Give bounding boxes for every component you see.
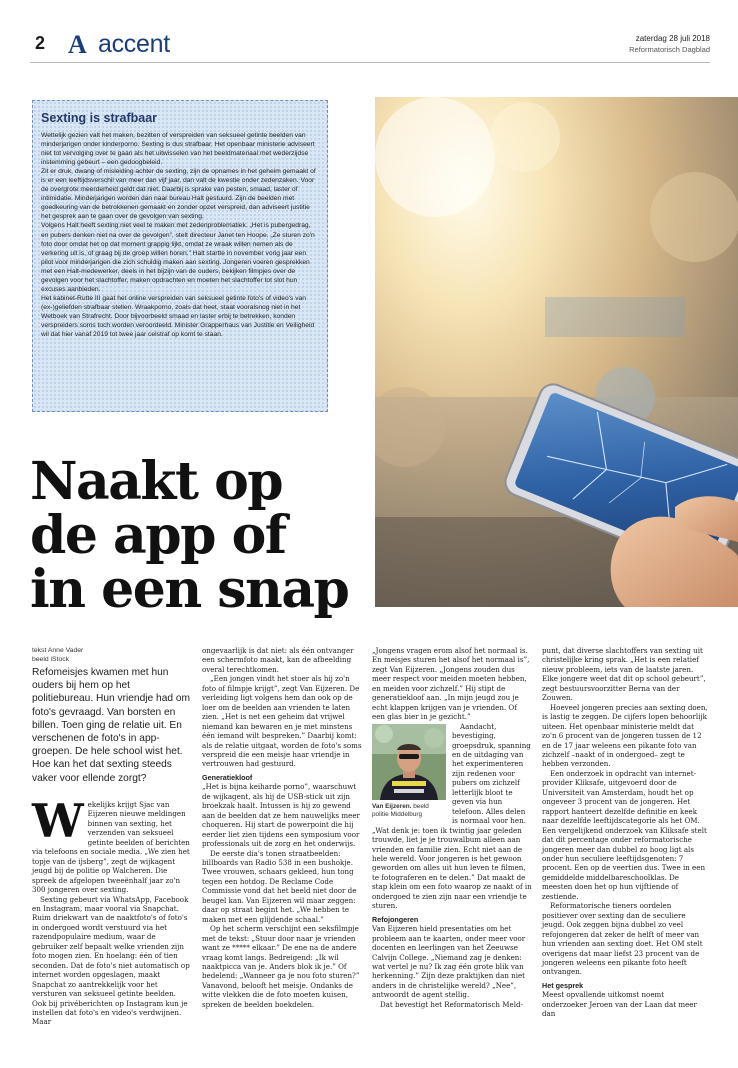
body-paragraph: Meest opvallende uitkomst noemt onderzoeker Jeroen van der Laan dat meer dan [542, 990, 697, 1019]
sidebar-text [41, 131, 319, 339]
body-paragraph: Een onderzoek in opdracht van internet-provider Kliksafe, uitgevoerd door de Universiteit van Amsterdam, houdt het op ongeveer 3 procent van de jongeren. Het rapport hanteert dezelfde definitie en keek naar dezelfde leeftijdscategorie als het OM. Een vergelijkend onderzoek van Kliksafe stelt dat dit percentage onder reformatorische jongeren meer dan dubbel zo hoog ligt als onder hun seculiere leeftijdsgenoten: 7 procent. Een op de veertien dus. Twee in een gemiddelde middelbareschoolklas. De meesten doen het op hun vijftiende of zestiende. [542, 768, 707, 901]
body-paragraph: „Het is bijna keiharde porno”, waarschuwt de wijkagent, als hij de USB-stick uit zijn broekzak haalt. Intussen is hij zo gewend aan de beelden dat ze hem nauwelijks meer choqueren. Hij start de powerpoint die hij eerder liet zien tijdens een symposium voor professionals uit de zorg en het onderwijs. [202, 782, 360, 849]
portrait-figure [372, 724, 446, 820]
body-paragraph: punt, dat diverse slachtoffers van sexting uit christelijke kring sprak. „Het is een relatief nieuw probleem, iets van de laatste jaren. Elke jongere weet dat dit op school gebeurt”, zegt bestuursvoorzitter Berna van der Zouwen. [542, 646, 706, 703]
sidebar-title: Sexting is strafbaar [41, 111, 158, 125]
page-number: 2 [35, 33, 46, 53]
caption-name: Van Eijzeren. [372, 802, 412, 810]
body-paragraph: Aandacht, bevestiging, groepsdruk, spanning en de uitdaging van het experimenteren zijn redenen voor pubers om zichzelf letterlijk bloot te geven via hun telefoon. Alles delen is normaal voor hen. „Wat denk je: toen ik twintig jaar geleden trouwde, liet je je trouwalbum alleen aan vrienden en familie zien. Echt niet aan de hele wereld. Voor jongeren is het gewoon geworden om alles uit hun leven te filmen, te fotograferen en te delen.” Dat maakt de stap klein om een foto waarop ze naakt of in ondergoed te zien zijn naar een vriendje te sturen. [372, 721, 532, 911]
headline [30, 451, 370, 620]
body-paragraph: Dat bevestigt het Reformatorisch Meld- [380, 999, 523, 1009]
body-paragraph: ekelijks krijgt Sjac van Eijzeren nieuwe meldingen binnen van sexting, het verzenden van seksueel getinte beelden of berichten via telefoons en sociale media. „We zien het topje van de ijsberg”, zegt de wijkagent jeugd bij de politie op Walcheren. Die spreek de afgelopen tweeënhalf jaar zo'n 300 jongeren over sexting. [32, 800, 190, 895]
header-divider [30, 62, 710, 63]
subheading: Generatiekloof [202, 772, 253, 782]
page-header [30, 30, 710, 60]
image-credit: beeld iStock [32, 656, 70, 663]
caption-credit: beeld politie Middelburg [372, 802, 429, 819]
newspaper-name: Reformatorisch Dagblad [629, 45, 710, 54]
hero-photo [375, 97, 738, 607]
body-paragraph: Sexting gebeurt via WhatsApp, Facebook en Instagram, maar vooral via Snapchat. Ruim driekwart van de naaktfoto's of foto's in ondergoed wordt verstuurd via het razendpopulaire medium, waar de gebruiker zelf bepaalt welke vrienden zijn foto mogen zien. En hoelang: één of tien seconden. Dat de foto's niet automatisch op internet worden opgeslagen, maakt Snapchat zo aantrekkelijk voor het versturen van seksueel getinte beelden. Ook bij privéberichten op Instagram kun je instellen dat foto's en video's verdwijnen. Maar [32, 894, 190, 1027]
issue-date: zaterdag 28 juli 2018 [635, 34, 710, 43]
sidebar-box [32, 100, 328, 412]
credits [32, 646, 83, 664]
section-logo-icon: A [68, 30, 87, 59]
body-paragraph: Hoeveel jongeren precies aan sexting doen, is lastig te zeggen. De cijfers lopen behoorlijk uiteen. Het openbaar ministerie meldt dat zo'n 6 procent van de jongeren tussen de 12 en de 17 jaar weleens een pikante foto van zichzelf –naakt of in ondergoed– zegt te hebben verzonden. [542, 702, 708, 769]
phone-photo-illustration [375, 97, 738, 607]
drop-cap: W [32, 794, 84, 848]
section-name: accent [98, 30, 170, 58]
body-paragraph: De eerste dia's tonen straatbeelden: billboards van Radio 538 in een bushokje. Twee vrouwen, schaars gekleed, hun tong tegen een hotdog. De Reclame Code Commissie vond dat het beeld niet door de beugel kan. Van Eijzeren wil maar zeggen: daar op straat begint het. „We hebben te maken met een glijdende schaal.” [202, 848, 357, 924]
headline-line: in een snap [30, 559, 349, 620]
body-paragraph: ongevaarlijk is dat niet: als één ontvanger een schermfoto maakt, kan de afbeelding overal terechtkomen. [202, 646, 354, 674]
portrait-caption [372, 803, 446, 820]
article-column-3 [372, 646, 532, 1009]
article-column-2 [202, 646, 362, 1009]
body-paragraph: Op het scherm verschijnt een seksfilmpje met de tekst: „Stuur door naar je vrienden want ze ***** elkaar.” De ene na de andere vraag komt langs. Bedreigend: „Ik wil naaktpicca van je. Anders blok ik je.” Of bedelend: „Wanneer ga je nou foto sturen?” Vanavond, belooft het meisje. Ondanks de witte vlekken die de foto moeten kuisen, spreken de beelden boekdelen. [202, 924, 360, 1009]
portrait-photo [372, 724, 446, 800]
body-paragraph: „Een jongen vindt het stoer als hij zo'n foto of filmpje krijgt”, zegt Van Eijzeren. De verleiding ligt volgens hem dan ook op de loer om de beelden aan vrienden te laten zien. „Het is net een geheim dat vrijwel niemand kan bewaren en je met minstens één iemand wilt bespreken.” Daarbij komt: als de relatie uitgaat, worden de foto's soms verspreid die een meisje haar vriendje in vertrouwen had gestuurd. [202, 674, 362, 769]
headline-line: Naakt op [30, 451, 283, 512]
sidebar-paragraph: Volgens Halt heeft sexting niet veel te maken met zedenproblematiek. „Het is pubergedrag, en pubers denken niet na over de gevolgen”, stelt directeur Janet ten Hoope. „Ze sturen zo'n foto door omdat het op dat moment grappig lijkt, omdat ze wraak willen nemen als de verkering uit is, of graag bij de groep willen horen.” Halt startte in november vorig jaar een pilot voor minderjarigen die zich schuldig maken aan sexting. Jongeren voeren gesprekken met een Halt-medewerker, deels in het bijzijn van de ouders, bekijken filmpjes over de gevolgen voor het slachtoffer, maken opdrachten en moeten het slachtoffer tot slot hun excuses aanbieden. [41, 222, 315, 293]
article-intro: Refomeisjes kwamen met hun ouders bij hem op het politiebureau. Hun vriendje had om foto's gevraagd. Van borsten en billen. Toen ging de relatie uit. En verschenen de foto's in app-groepen. De hele school wist het. Hoe kan het dat sexting steeds vaker voor ellende zorgt? [32, 667, 191, 784]
body-paragraph: Reformatorische tieners oordelen positiever over sexting dan de seculiere jeugd. Ook zeggen bijna dubbel zo veel refojongeren dat zeker de helft of meer van hun vrienden aan sexting doet. Het OM stelt overigens dat maar liefst 23 procent van de jongeren weleens een pikante foto heeft ontvangen. [542, 901, 703, 977]
body-paragraph: „Jongens vragen erom alsof het normaal is. En meisjes sturen het alsof het normaal is”, zegt Van Eijzeren. „Jongens zouden dus meer respect voor meiden moeten hebben, en meiden voor zichzelf.” Hij stipt de generatiekloof aan. „In mijn jeugd zou je echt klappen krijgen van je vrienden. Of een glas bier in je gezicht.” [372, 646, 530, 722]
subheading: Refojongeren [372, 914, 419, 924]
body-paragraph: Van Eijzeren hield presentaties om het probleem aan te kaarten, onder meer voor docenten en leerlingen van het Zeeuwse Calvijn College. „Niemand zag je denken: wat vertel je nu? Ik zag één grote blik van herkenning.” Zijn deze praktijken dan niet anders in de christelijke wereld? „Nee”, antwoordt de agent stellig. [372, 924, 526, 1000]
headline-line: de app of [30, 505, 286, 566]
article-column-1 [32, 794, 192, 1027]
subheading: Het gesprek [542, 980, 584, 990]
sidebar-paragraph: Wettelijk gezien valt het maken, bezitten of verspreiden van seksueel getinte beelden van minderjarigen onder kinderporno. Sexting is dus strafbaar. Het openbaar ministerie adviseert niet tot vervolging over te gaan als het uitwisselen van het beeldmateriaal met wederzijdse instemming gebeurt – een gedoogbeleid. [41, 132, 315, 167]
sidebar-paragraph: Zit er druk, dwang of misleiding achter de sexting, zijn de opnames in het geheim gemaakt of is er een leeftijdsverschil van meer dan vijf jaar, dan valt de kwestie onder zedenzaken. Voor de overgrote meerderheid geldt dat niet. Daarbij is sprake van pesten, smaad, laster of intimidatie. Minderjarigen worden dan naar bureau Halt gestuurd. Zijn de beelden met goedkeuring van de betrokkenen gemaakt en zonder opzet verspreid, dan adviseert justitie het gesprek aan te gaan over de gevolgen van sexting. [41, 168, 316, 221]
author-credit: tekst Anne Vader [32, 647, 84, 654]
sidebar-paragraph: Het kabinet-Rutte III gaat het online verspreiden van seksueel getinte foto's of video's van (ex-)geliefden strafbaar stellen. Wraakporno, zoals dat heet, staat vooralsnog niet in het Wetboek van Strafrecht. Door bijvoorbeeld smaad en laster erbij te betrekken, konden verspreiders soms toch worden veroordeeld. Minister Grapperhaus van Justitie en Veiligheid wil dat hier vanaf 2019 tot twee jaar celstraf op komt te staan. [41, 294, 315, 339]
article-column-4 [542, 646, 708, 1019]
